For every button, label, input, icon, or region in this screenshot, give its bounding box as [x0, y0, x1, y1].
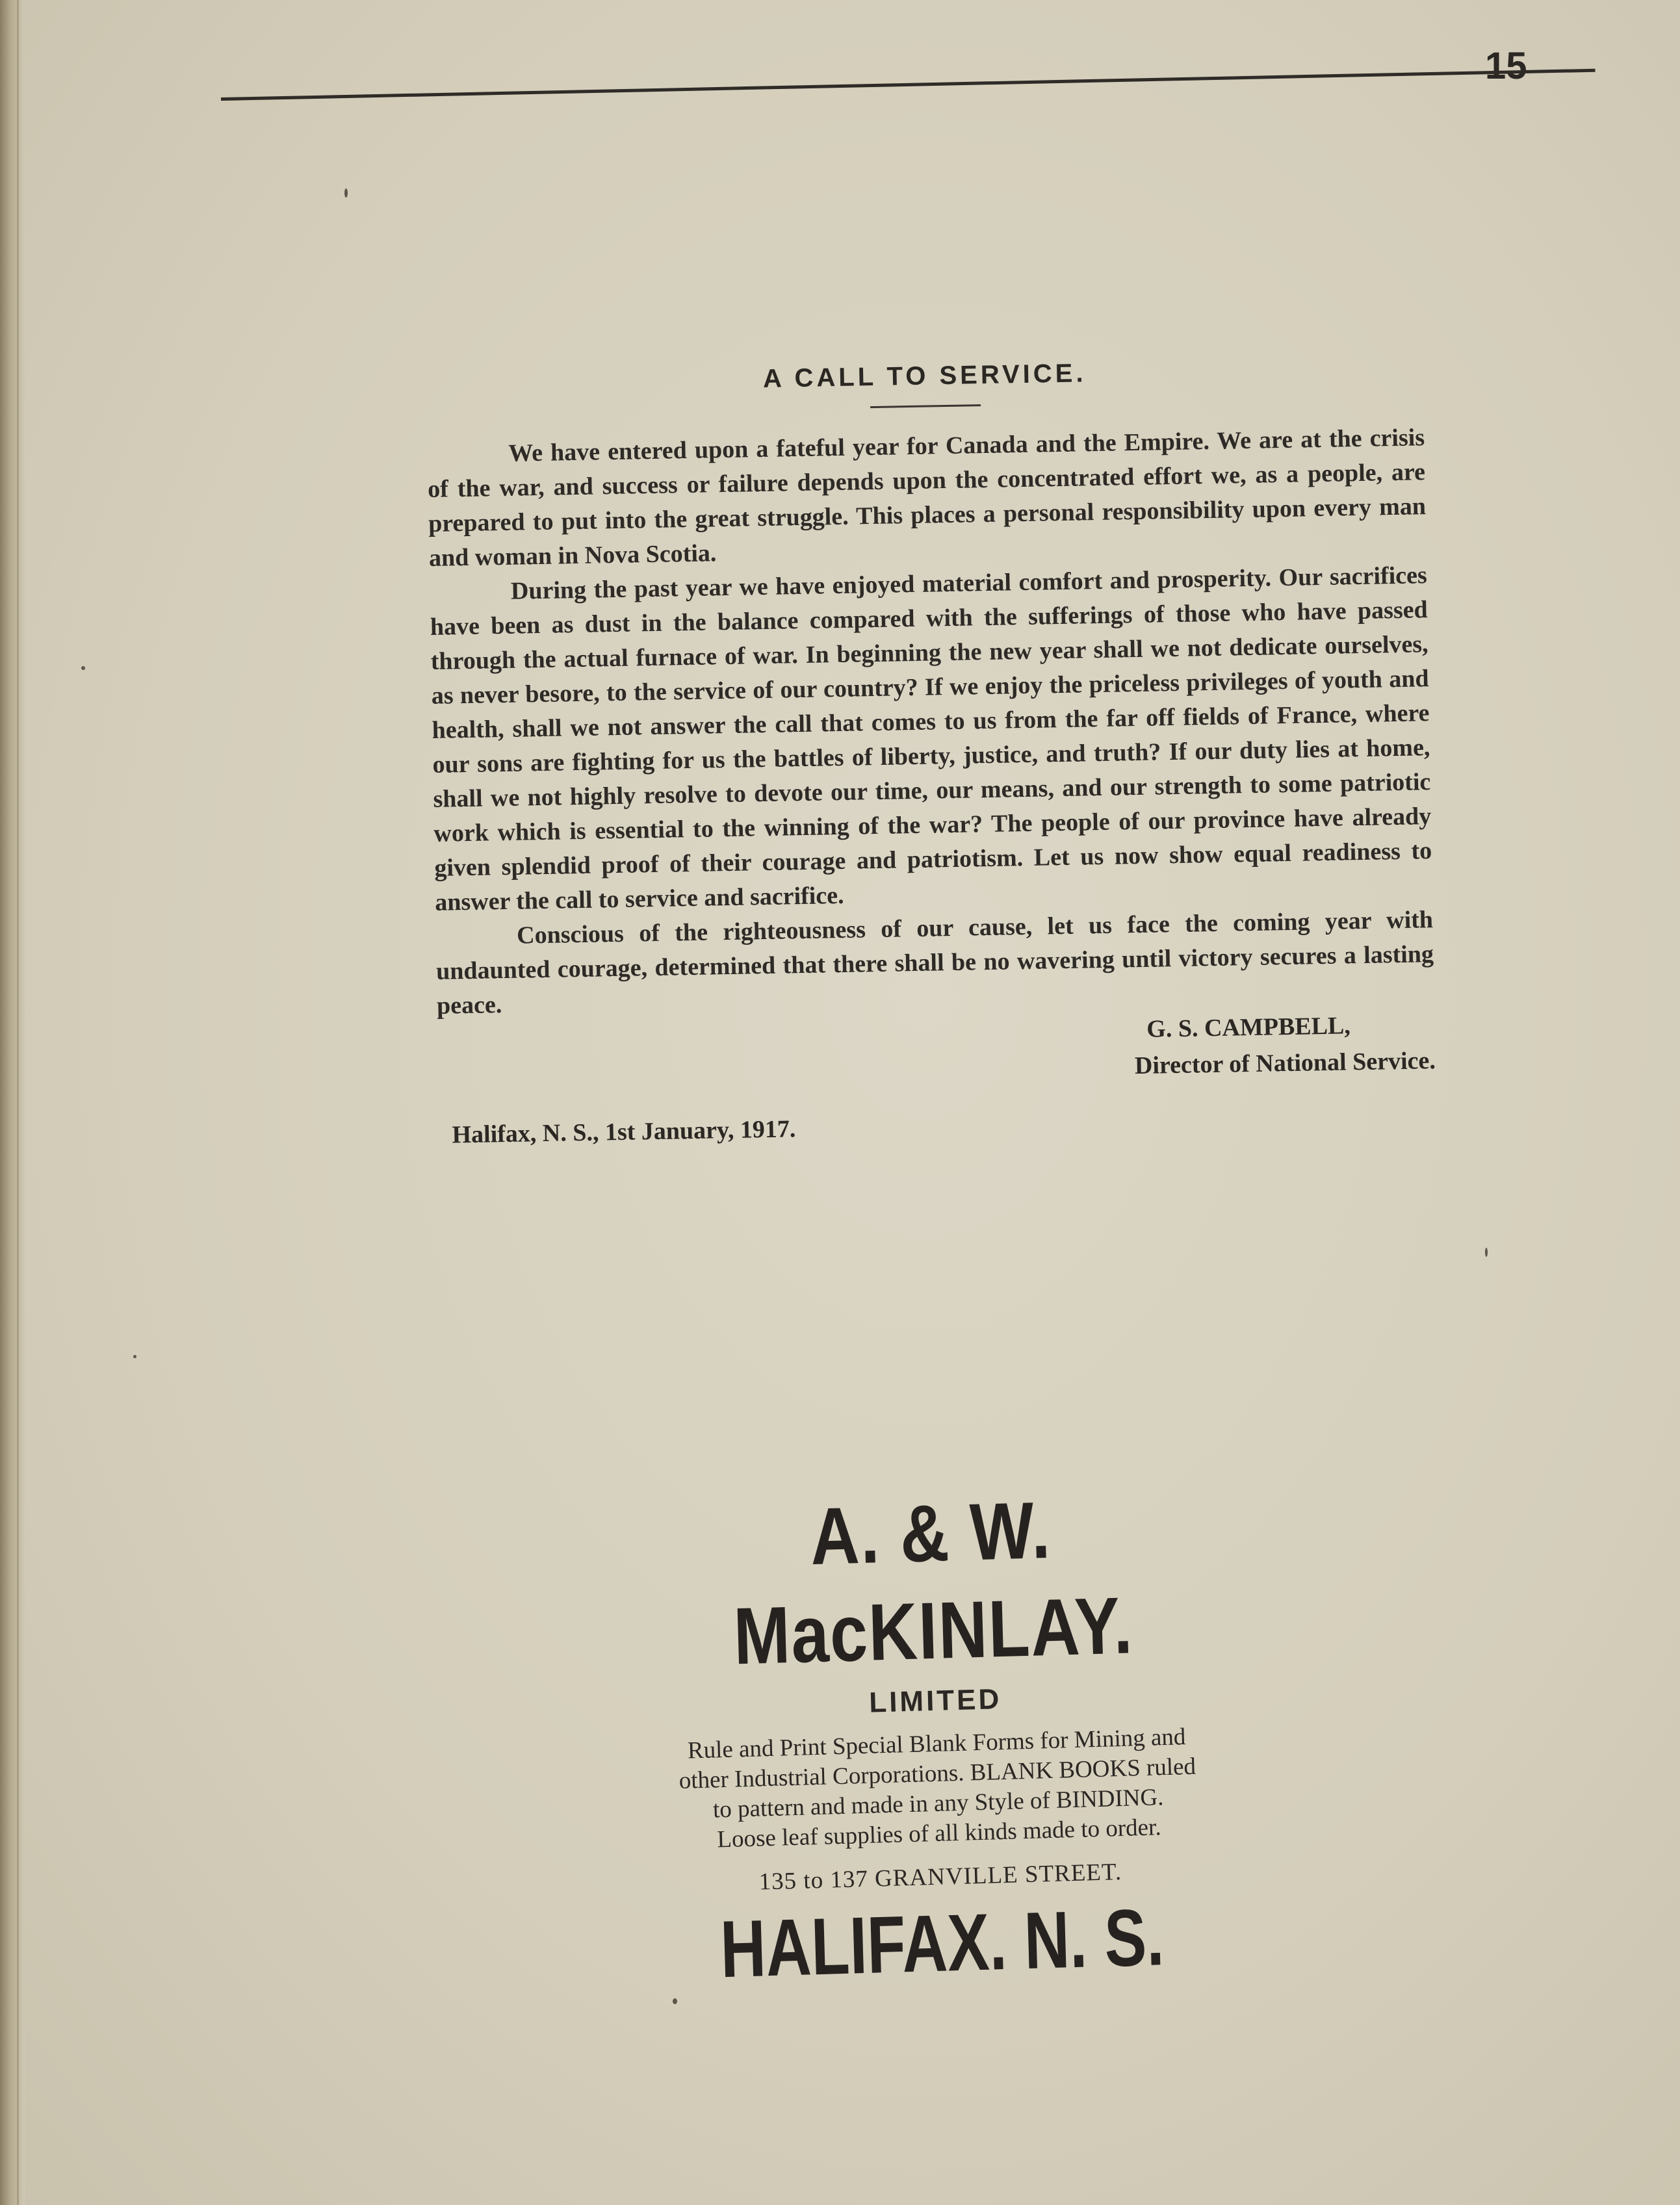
paper-speck — [1485, 1248, 1488, 1257]
paper-speck — [673, 1998, 677, 2004]
advertisement — [585, 1475, 1287, 2002]
ad-line: Rule and Print Special Blank Forms for Mining and — [687, 1723, 1186, 1764]
page-number: 15 — [1485, 45, 1527, 87]
article-title: A CALL TO SERVICE. — [762, 359, 1087, 393]
ad-company-name: A. & W. MacKINLAY. — [732, 1485, 1135, 1682]
signature-name: G. S. CAMPBELL, — [1146, 1012, 1351, 1043]
ad-limited: LIMITED — [868, 1683, 1002, 1719]
article-paragraph: We have entered upon a fateful year for Canada and the Empire. We are at the crisis of the war, and success or failure depends upon the concentrated effort we, as a people, are prepared to put into the great struggle. This places a personal responsibility upon every man and woman in Nova Scotia. — [427, 424, 1427, 572]
ad-line: other Industrial Corporations. BLANK BOOKS ruled — [678, 1753, 1196, 1794]
signature-title: Director of National Service. — [1134, 1047, 1436, 1080]
binding-line — [17, 0, 19, 2205]
paper-speck — [133, 1355, 136, 1358]
article-paragraph: Conscious of the righteousness of our cause, let us face the coming year with undaunted courage, determined that there shall be no wavering until victory secures a lasting peace. — [435, 906, 1434, 1020]
ad-city: HALIFAX. N. S. — [719, 1892, 1165, 1995]
ad-address: 135 to 137 GRANVILLE STREET. — [758, 1858, 1122, 1896]
article-paragraph: During the past year we have enjoyed material comfort and prosperity. Our sacrifices have been as dust in the balance compared with the sufferings of those who have passed through the actual furnace of war. In beginning the new year shall we not dedicate ourselves, as never besore, to the service of our country? If we enjoy the priceless privileges of youth and health, shall we not answer the call that comes to us from the far off fields of France, where our sons are fighting for us the battles of liberty, justice, and truth? If our duty lies at home, shall we not highly resolve to devote our time, our means, and our strength to some patriotic work which is essential to the winning of the war? The people of our province have already given splendid proof of their courage and patriotism. Let us now show equal readiness to answer the call to service and sacrifice. — [430, 561, 1432, 916]
paper-speck — [344, 188, 348, 198]
ad-line: to pattern and made in any Style of BINDING. — [712, 1784, 1164, 1824]
header-rule — [221, 69, 1596, 101]
paper-speck — [81, 666, 85, 670]
ad-line: Loose leaf supplies of all kinds made to order. — [716, 1814, 1162, 1853]
binding-edge — [0, 0, 25, 2205]
title-rule — [870, 404, 981, 408]
article — [426, 353, 1437, 1150]
dateline: Halifax, N. S., 1st January, 1917. — [452, 1115, 796, 1149]
